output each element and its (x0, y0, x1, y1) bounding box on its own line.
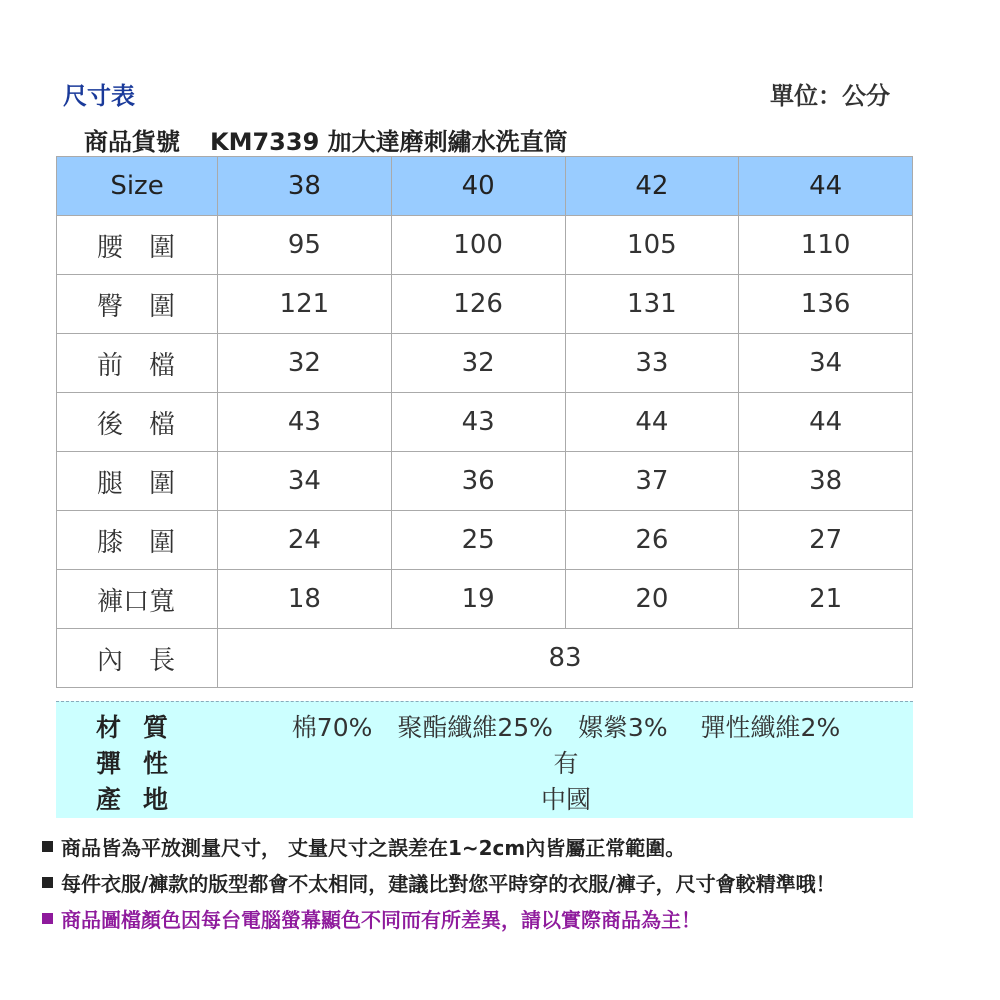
table-cell: 105 (565, 216, 739, 275)
material-section (56, 701, 913, 818)
table-cell: 21 (739, 570, 913, 629)
origin-row (56, 780, 913, 818)
inseam-value: 83 (218, 629, 913, 688)
table-cell: 33 (565, 334, 739, 393)
table-row-inseam (57, 629, 913, 688)
size-header-44: 44 (739, 157, 913, 216)
row-label: 內 長 (57, 629, 218, 688)
row-label: 褲口寬 (57, 570, 218, 629)
notes-list (42, 828, 836, 936)
product-label: 商品貨號 (84, 128, 180, 156)
table-cell: 100 (391, 216, 565, 275)
table-cell: 126 (391, 275, 565, 334)
size-header-38: 38 (218, 157, 392, 216)
table-cell: 25 (391, 511, 565, 570)
table-cell: 44 (739, 393, 913, 452)
origin-value: 中國 (540, 785, 591, 814)
table-cell: 110 (739, 216, 913, 275)
table-cell: 34 (739, 334, 913, 393)
size-table (56, 156, 913, 688)
table-cell: 34 (218, 452, 392, 511)
table-cell: 95 (218, 216, 392, 275)
size-header-label: Size (57, 157, 218, 216)
table-row (57, 452, 913, 511)
product-info (84, 122, 568, 157)
table-row (57, 275, 913, 334)
table-cell: 18 (218, 570, 392, 629)
table-cell: 24 (218, 511, 392, 570)
table-cell: 43 (218, 393, 392, 452)
unit-label: 單位：公分 (770, 82, 890, 110)
origin-label: 產地 (96, 785, 191, 814)
note-text: 商品皆為平放測量尺寸， 丈量尺寸之誤差在1~2cm內皆屬正常範圍。 (61, 835, 686, 860)
size-header-row (57, 157, 913, 216)
material-label: 材質 (96, 713, 191, 742)
row-label: 腰 圍 (57, 216, 218, 275)
table-cell: 32 (218, 334, 392, 393)
size-header-40: 40 (391, 157, 565, 216)
table-cell: 38 (739, 452, 913, 511)
table-cell: 136 (739, 275, 913, 334)
row-label: 腿 圍 (57, 452, 218, 511)
table-cell: 27 (739, 511, 913, 570)
note-text: 每件衣服/褲款的版型都會不太相同，建議比對您平時穿的衣服/褲子，尺寸會較精準哦！ (61, 871, 836, 896)
elasticity-value: 有 (553, 749, 579, 778)
table-cell: 19 (391, 570, 565, 629)
table-row (57, 393, 913, 452)
row-label: 臀 圍 (57, 275, 218, 334)
table-cell: 32 (391, 334, 565, 393)
table-cell: 20 (565, 570, 739, 629)
table-cell: 36 (391, 452, 565, 511)
elasticity-label: 彈性 (96, 749, 191, 778)
product-code: KM7339 加大達磨刺繡水洗直筒 (210, 128, 568, 156)
note-text: 商品圖檔顏色因每台電腦螢幕顯色不同而有所差異，請以實際商品為主！ (61, 907, 701, 932)
square-bullet-icon (42, 841, 53, 852)
note-item-highlight (42, 900, 836, 936)
elasticity-row (56, 744, 913, 782)
row-label: 膝 圍 (57, 511, 218, 570)
material-row (56, 708, 913, 746)
table-row (57, 334, 913, 393)
table-cell: 44 (565, 393, 739, 452)
table-cell: 37 (565, 452, 739, 511)
note-item (42, 828, 836, 864)
table-cell: 131 (565, 275, 739, 334)
note-item (42, 864, 836, 900)
material-value: 棉70% 聚酯纖維25% 嫘縈3% 彈性纖維2% (291, 713, 841, 742)
table-cell: 121 (218, 275, 392, 334)
row-label: 前 檔 (57, 334, 218, 393)
table-row (57, 511, 913, 570)
table-cell: 43 (391, 393, 565, 452)
size-header-42: 42 (565, 157, 739, 216)
table-row (57, 216, 913, 275)
chart-title: 尺寸表 (63, 82, 135, 110)
table-row (57, 570, 913, 629)
square-bullet-icon (42, 913, 53, 924)
square-bullet-icon (42, 877, 53, 888)
row-label: 後 檔 (57, 393, 218, 452)
table-cell: 26 (565, 511, 739, 570)
